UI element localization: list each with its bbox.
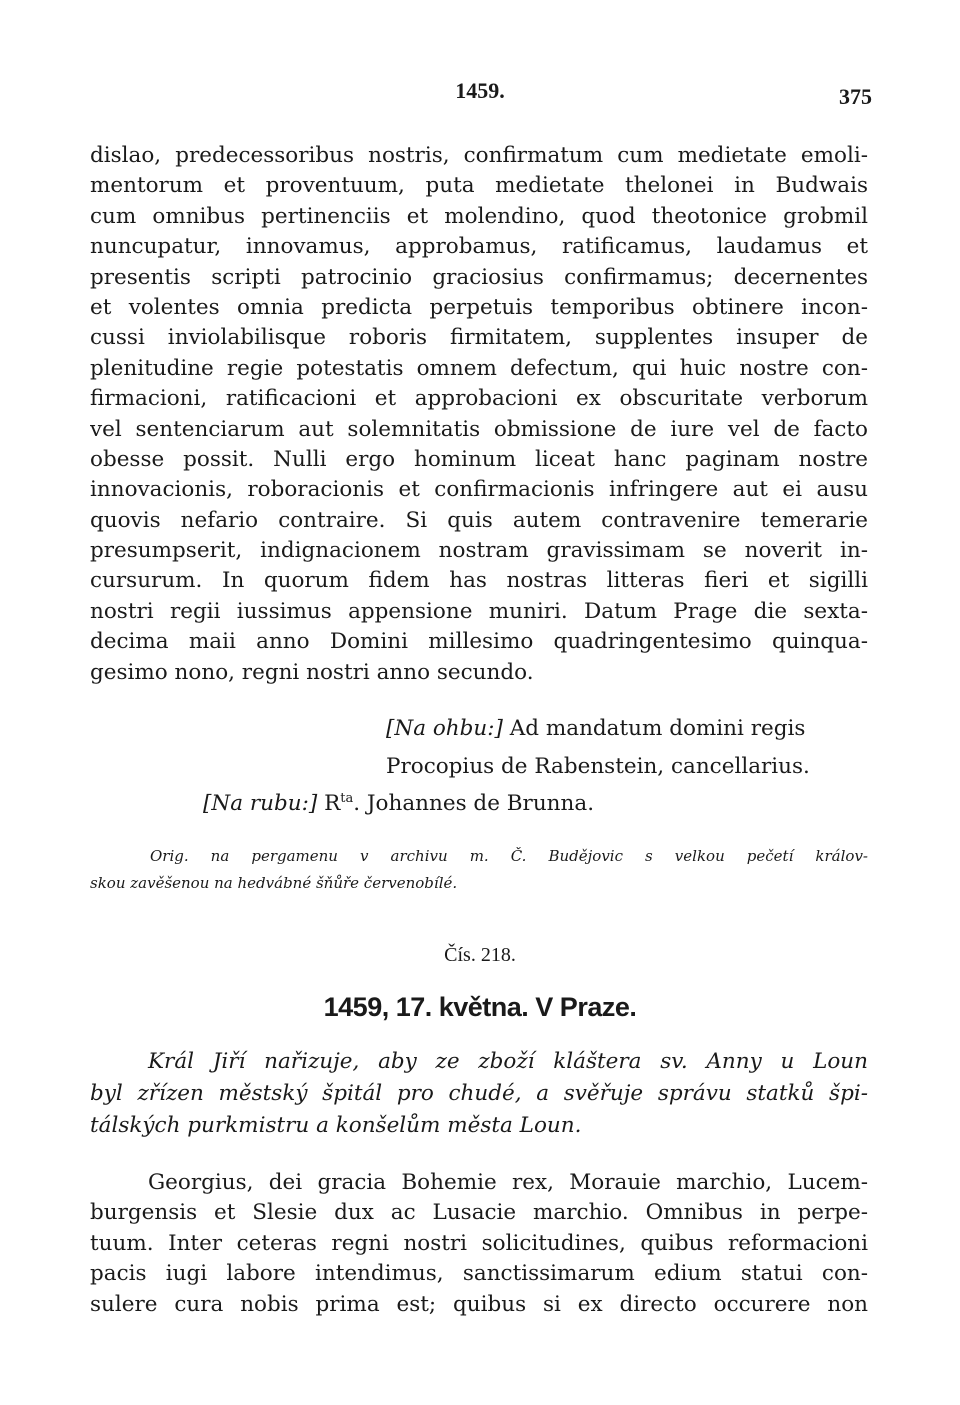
source-note-line: skou zavěšenou na hedvábné šňůře červenobílé. [90, 874, 458, 892]
summary-line: byl zřízen městský špitál pro chudé, a svěřuje správu statků špi- [90, 1081, 868, 1106]
text-line: burgensis et Slesie dux ac Lusacie marchio. Omnibus in perpe- [90, 1200, 868, 1226]
text-line: cum omnibus pertinenciis et molendino, quod theotonice grobmil [90, 203, 868, 229]
text-line: dislao, predecessoribus nostris, confirmatum cum medietate emoli- [90, 143, 868, 168]
text-line: nostri regii iussimus appensione muniri. Datum Prage die sexta- [90, 598, 868, 624]
signature-line-chancellor [386, 752, 810, 782]
editorial-note: [Na ohbu:] [386, 716, 503, 741]
text-line: pacis iugi labore intendimus, sanctissimarum edium statui con- [90, 1261, 868, 1287]
text-line: sulere cura nobis prima est; quibus si ex directo occurere non [90, 1291, 868, 1317]
summary-line: tálských purkmistru a konšelům města Loun. [90, 1113, 582, 1138]
text-line: plenitudine regie potestatis omnem defectum, qui huic nostre con- [90, 355, 868, 381]
page-number: 375 [839, 84, 872, 109]
document-summary [90, 1046, 868, 1142]
registrar-mark-superscript: ta [340, 790, 354, 806]
text-line: decima maii anno Domini millesimo quadringentesimo quinqua- [90, 629, 868, 655]
text-line: firmacioni, ratificacioni et approbacioni ex obscuritate verborum [90, 386, 868, 412]
registrar-mark: R [324, 791, 341, 816]
text-line: tuum. Inter ceteras regni nostri solicitudines, quibus reformacioni [90, 1230, 868, 1256]
signature-text: Ad mandatum domini regis [509, 716, 806, 741]
text-line: et volentes omnia predicta perpetuis temporibus obtinere incon- [90, 294, 868, 320]
text-line: quovis nefario contraire. Si quis autem contravenire temerarie [90, 507, 868, 533]
registrar-name: . Johannes de Brunna. [353, 791, 595, 816]
text-line: vel sentenciarum aut solemnitatis obmissione de iure vel de facto [90, 416, 868, 442]
text-line: Georgius, dei gracia Bohemie rex, Morauie marchio, Lucem- [148, 1170, 868, 1195]
charter-text-continued [90, 141, 868, 688]
text-line: cursurum. In quorum fidem has nostras litteras fieri et sigilli [90, 568, 868, 594]
text-line: presumpserit, indignacionem nostram gravissimam se noverit in- [90, 538, 868, 564]
document-number: Čís. 218. [444, 944, 516, 966]
text-line: presentis scripti patrocinio graciosius confirmamus; decernentes [90, 264, 868, 290]
text-line: nuncupatur, innovamus, approbamus, ratificamus, laudamus et [90, 234, 868, 260]
text-line: mentorum et proventuum, puta medietate thelonei in Budwais [90, 173, 868, 199]
running-header-year: 1459. [455, 78, 505, 103]
text-line: cussi inviolabilisque roboris firmitatem, supplentes insuper de [90, 325, 868, 351]
text-line: obesse possit. Nulli ergo hominum liceat hanc paginam nostre [90, 446, 868, 472]
summary-line: Král Jiří nařizuje, aby ze zboží kláštera sv. Anny u Loun [148, 1049, 868, 1074]
source-note [90, 843, 868, 897]
text-line: innovacionis, roboracionis et confirmacionis infringere aut ei ausu [90, 477, 868, 503]
document-date-heading: 1459, 17. května. V Praze. [323, 992, 637, 1022]
signature-line-rubu [203, 789, 594, 819]
text-line: gesimo nono, regni nostri anno secundo. [90, 659, 534, 685]
charter-text [90, 1168, 868, 1320]
signature-line-ohbu [386, 714, 805, 744]
chancellor-name: Procopius de Rabenstein, cancellarius. [386, 754, 810, 779]
source-note-line: Orig. na pergamenu v archivu m. Č. Budějovic s velkou pečetí králov- [150, 847, 868, 865]
editorial-note: [Na rubu:] [203, 791, 318, 816]
